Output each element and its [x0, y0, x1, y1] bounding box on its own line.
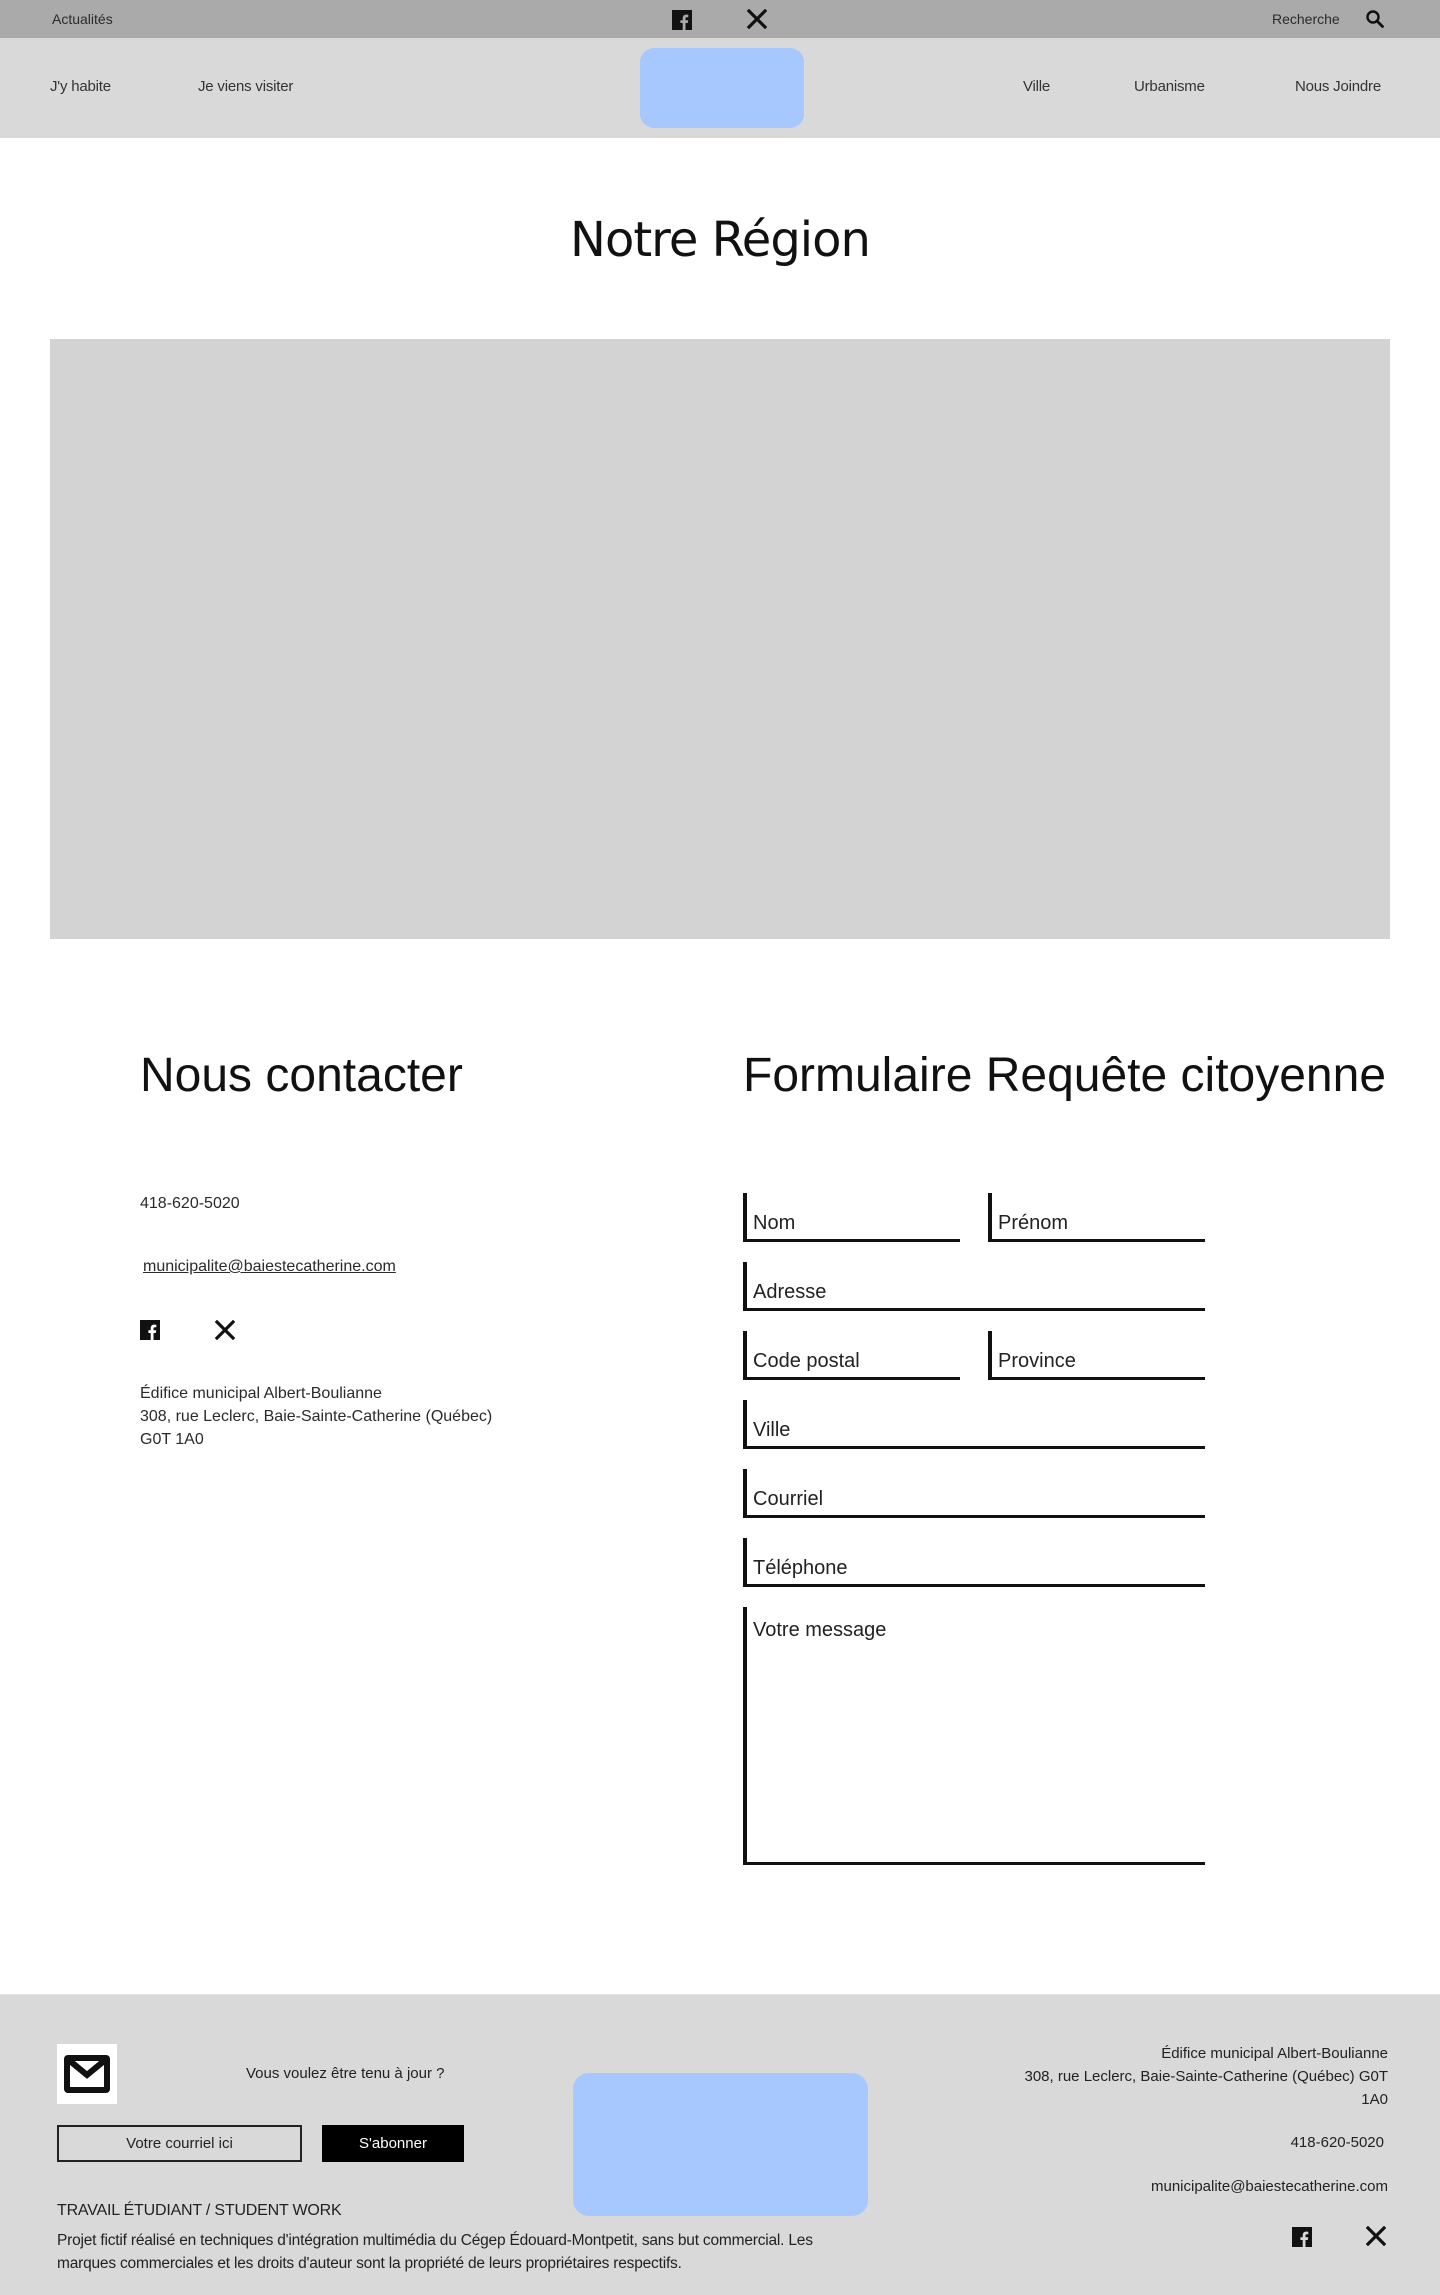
adresse-field-wrapper [743, 1262, 1205, 1311]
footer-address-line-3: 1A0 [1361, 2091, 1388, 2108]
adresse-input[interactable] [747, 1262, 1205, 1308]
code-postal-field-wrapper [743, 1331, 960, 1380]
student-work-disclaimer: Projet fictif réalisé en techniques d'intégration multimédia du Cégep Édouard-Montpetit, sans but commercial. Les marques commerciales et les droits d'auteur sont la propriété de leurs propriétaires respectifs. [57, 2232, 813, 2272]
footer [0, 1994, 1440, 2295]
nav-link-jy-habite[interactable]: J'y habite [50, 78, 111, 95]
telephone-input[interactable] [747, 1538, 1205, 1584]
news-link[interactable]: Actualités [52, 11, 113, 27]
region-image-placeholder [50, 339, 1390, 939]
province-field-wrapper [988, 1331, 1205, 1380]
nom-input[interactable] [747, 1193, 960, 1239]
contact-title: Nous contacter [140, 1049, 463, 1102]
search-icon[interactable] [1365, 9, 1385, 29]
facebook-icon[interactable] [1292, 2227, 1312, 2247]
contact-email-link[interactable]: municipalite@baiestecatherine.com [143, 1258, 396, 1275]
search-label[interactable]: Recherche [1272, 11, 1340, 27]
footer-address-line-2: 308, rue Leclerc, Baie-Sainte-Catherine (Québec) G0T [1024, 2068, 1388, 2085]
form-title: Formulaire Requête citoyenne [743, 1049, 1387, 1102]
nom-field-wrapper [743, 1193, 960, 1242]
address-line-2: 308, rue Leclerc, Baie-Sainte-Catherine (Québec) [140, 1408, 493, 1425]
nav-link-ville[interactable]: Ville [1023, 78, 1051, 95]
contact-address [140, 1382, 492, 1451]
address-line-1: Édifice municipal Albert-Boulianne [140, 1385, 382, 1402]
message-field-wrapper [743, 1607, 1205, 1865]
page-title: Notre Région [570, 212, 870, 268]
message-textarea[interactable] [747, 1607, 1205, 1862]
x-icon[interactable] [215, 1320, 235, 1340]
nav-link-je-viens-visiter[interactable]: Je viens visiter [198, 78, 294, 95]
courriel-input[interactable] [747, 1469, 1205, 1515]
province-input[interactable] [992, 1331, 1205, 1377]
footer-logo-placeholder[interactable] [573, 2073, 868, 2216]
footer-email-link[interactable]: municipalite@baiestecatherine.com [1150, 2178, 1388, 2195]
logo-placeholder[interactable] [640, 48, 804, 128]
student-work-title: TRAVAIL ÉTUDIANT / STUDENT WORK [57, 2202, 342, 2219]
footer-address [1024, 2042, 1388, 2111]
x-icon[interactable] [1366, 2226, 1386, 2246]
ville-input[interactable] [747, 1400, 1205, 1446]
prenom-input[interactable] [992, 1193, 1205, 1239]
code-postal-input[interactable] [747, 1331, 960, 1377]
ville-field-wrapper [743, 1400, 1205, 1449]
prenom-field-wrapper [988, 1193, 1205, 1242]
subscribe-button[interactable]: S'abonner [322, 2125, 464, 2162]
facebook-icon[interactable] [672, 10, 692, 30]
facebook-icon[interactable] [140, 1320, 160, 1340]
top-utility-bar [0, 0, 1440, 38]
address-line-3: G0T 1A0 [140, 1431, 204, 1448]
telephone-field-wrapper [743, 1538, 1205, 1587]
nav-link-nous-joindre[interactable]: Nous Joindre [1295, 78, 1381, 95]
newsletter-email-input[interactable] [57, 2125, 302, 2162]
newsletter-question: Vous voulez être tenu à jour ? [246, 2065, 445, 2082]
footer-phone[interactable]: 418-620-5020 [1290, 2134, 1384, 2151]
nav-link-urbanisme[interactable]: Urbanisme [1134, 78, 1205, 95]
x-icon[interactable] [747, 9, 767, 29]
mail-icon [57, 2044, 117, 2104]
footer-address-line-1: Édifice municipal Albert-Boulianne [1161, 2045, 1388, 2062]
contact-phone[interactable]: 418-620-5020 [140, 1195, 240, 1212]
courriel-field-wrapper [743, 1469, 1205, 1518]
main-nav [0, 38, 1440, 138]
